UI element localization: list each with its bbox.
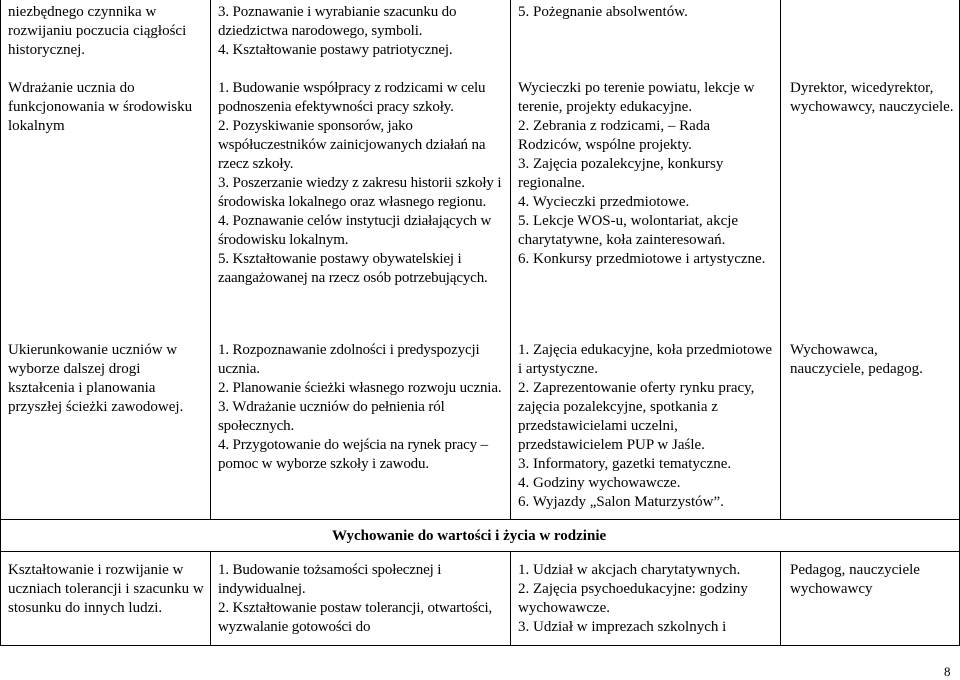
table-cell-tasks [218,561,504,637]
table-cell-tasks [218,341,504,474]
table-cell-goal [8,3,204,60]
cell-text: 3. Zajęcia pozalekcyjne, konkursy regionalne. [518,156,724,191]
table-cell-goal [8,341,204,417]
cell-text: 2. Zajęcia psychoedukacyjne: godziny wychowawcze. [518,581,748,616]
cell-text: 3. Poszerzanie wiedzy z zakresu historii szkoły i środowiska lokalnego oraz własnego regionu. [218,175,502,210]
cell-text: 2. Zaprezentowanie oferty rynku pracy, zajęcia pozalekcyjne, spotkania z przedstawicielami uczelni, przedstawicielem PUP w Jaśle. [518,380,755,453]
table-border [780,0,781,519]
cell-text: 6. Wyjazdy „Salon Maturzystów”. [518,494,724,510]
cell-text: Ukierunkowanie uczniów w wyborze dalszej drogi kształcenia i planowania przyszłej ścieżki zawodowej. [8,342,184,415]
table-cell-responsible [790,79,954,117]
cell-text: 3. Udział w imprezach szkolnych i [518,619,727,635]
table-border [0,551,1,645]
cell-text: Pedagog, nauczyciele wychowawcy [790,562,920,597]
table-cell-goal [8,561,204,618]
cell-text: 3. Informatory, gazetki tematyczne. [518,456,732,472]
table-border [510,0,511,519]
cell-text: 1. Budowanie tożsamości społecznej i indywidualnej. [218,562,442,597]
section-heading: Wychowanie do wartości i życia w rodzinie [332,528,607,544]
table-cell-methods [518,3,774,22]
cell-text: Wdrażanie ucznia do funkcjonowania w środowisku lokalnym [8,80,193,134]
cell-text: 6. Konkursy przedmiotowe i artystyczne. [518,251,766,267]
table-cell-goal [8,79,204,136]
cell-text: 1. Rozpoznawanie zdolności i predyspozycji ucznia. [218,342,480,377]
table-border [0,645,960,646]
cell-text: 2. Kształtowanie postaw tolerancji, otwartości, wyzwalanie gotowości do [218,600,493,635]
table-border [0,551,960,552]
table-border [0,519,960,520]
cell-text: 2. Planowanie ścieżki własnego rozwoju ucznia. [218,380,502,396]
table-border [510,551,511,645]
cell-text: 4. Przygotowanie do wejścia na rynek pracy – pomoc w wyborze szkoły i zawodu. [218,437,488,472]
table-border [210,0,211,519]
cell-text: 4. Kształtowanie postawy patriotycznej. [218,42,453,58]
table-cell-methods [518,561,774,637]
cell-text: Dyrektor, wicedyrektor, wychowawcy, nauczyciele. [790,80,954,115]
table-cell-responsible [790,341,954,379]
table-border [210,551,211,645]
cell-text: 3. Wdrażanie uczniów do pełnienia ról społecznych. [218,399,445,434]
cell-text: niezbędnego czynnika w rozwijaniu poczucia ciągłości historycznej. [8,4,187,58]
table-cell-responsible [790,561,954,599]
table-cell-methods [518,79,774,269]
cell-text: 2. Zebrania z rodzicami, – Rada Rodziców, wspólne projekty. [518,118,710,153]
table-border [0,519,1,551]
cell-text: 5. Pożegnanie absolwentów. [518,4,688,20]
cell-text: 1. Zajęcia edukacyjne, koła przedmiotowe i artystyczne. [518,342,773,377]
cell-text: 4. Poznawanie celów instytucji działających w środowisku lokalnym. [218,213,492,248]
page-number: 8 [944,664,951,679]
cell-text: 5. Lekcje WOS-u, wolontariat, akcje charytatywne, koła zainteresowań. [518,213,739,248]
cell-text: 2. Pozyskiwanie sponsorów, jako współuczestników zainicjowanych działań na rzecz szkoły. [218,118,486,172]
cell-text: 3. Poznawanie i wyrabianie szacunku do dziedzictwa narodowego, symboli. [218,4,457,39]
cell-text: Kształtowanie i rozwijanie w uczniach tolerancji i szacunku w stosunku do innych ludzi. [8,562,204,616]
cell-text: 5. Kształtowanie postawy obywatelskiej i zaangażowanej na rzecz osób potrzebujących. [218,251,488,286]
table-border [0,0,1,519]
cell-text: 4. Godziny wychowawcze. [518,475,681,491]
cell-text: 4. Wycieczki przedmiotowe. [518,194,690,210]
cell-text: Wycieczki po terenie powiatu, lekcje w terenie, projekty edukacyjne. [518,80,755,115]
cell-text: Wychowawca, nauczyciele, pedagog. [790,342,923,377]
table-cell-tasks [218,79,504,288]
table-border [780,551,781,645]
cell-text: 1. Budowanie współpracy z rodzicami w celu podnoszenia efektywności pracy szkoły. [218,80,486,115]
cell-text: 1. Udział w akcjach charytatywnych. [518,562,741,578]
table-cell-tasks [218,3,504,60]
table-cell-methods [518,341,774,512]
